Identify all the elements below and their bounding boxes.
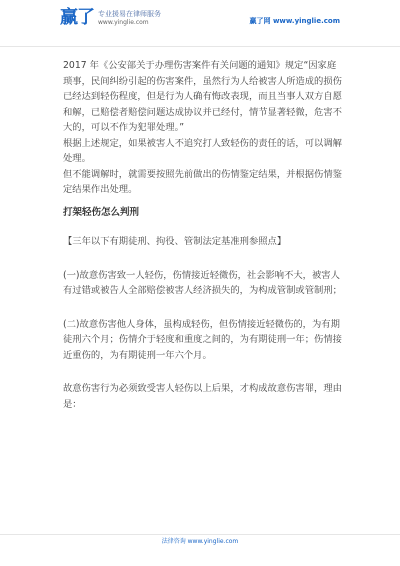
logo-slogan: 专业援易在律师服务	[98, 10, 161, 18]
page-footer	[0, 534, 400, 566]
article-body	[63, 58, 345, 412]
logo-mark: 赢了	[60, 7, 94, 28]
header-site-link[interactable]: 赢了网 www.yinglie.com	[249, 17, 340, 25]
sentencing-box-title: 【三年以下有期徒刑、拘役、管制法定基准刑参照点】	[63, 236, 287, 247]
paragraph-no-mediation: 但不能调解时，就需要按照先前做出的伤情鉴定结果，并根据伤情鉴定结果作出处理。	[63, 168, 342, 195]
paragraph-mediation: 根据上述规定，如果被害人不追究打人致轻伤的责任的话，可以调解处理。	[63, 137, 342, 164]
footer-link[interactable]: 法律咨询 www.yinglie.com	[161, 538, 239, 545]
paragraph-conclusion: 故意伤害行为必须致受害人轻伤以上后果，才构成故意伤害罪，理由是：	[63, 383, 342, 410]
logo-text-block	[98, 9, 161, 27]
paragraph-item-one: (一)故意伤害致一人轻伤，伤情接近轻微伤，社会影响不大，被害人有过错或被告人全部赔偿被害人经济损失的，为构成管制或管制刑；	[63, 269, 342, 296]
page-header	[0, 0, 400, 47]
logo-url: www.yinglie.com	[98, 19, 149, 26]
paragraph-notice: 2017 年《公安部关于办理伤害案件有关问题的通知》规定“因家庭琐事，民间纠纷引起的伤害案件，虽然行为人给被害人所造成的损伤已经达到轻伤程度，但是行为人确有悔改表现，而且当事人双方自愿和解，已赔偿者赔偿问题达成协议并已经付，情节显著轻微，危害不大的，可以不作为犯罪处理。”	[63, 60, 342, 133]
section-heading: 打架轻伤怎么判刑	[63, 206, 140, 218]
paragraph-item-two: (二)故意伤害他人身体，虽构成轻伤，但伤情接近轻微伤的，为有期徒刑六个月；伤情介于轻度和重度之间的，为有期徒刑一年；伤情接近重伤的，为有期徒刑一年六个月。	[63, 318, 342, 361]
site-logo[interactable]	[60, 9, 161, 27]
